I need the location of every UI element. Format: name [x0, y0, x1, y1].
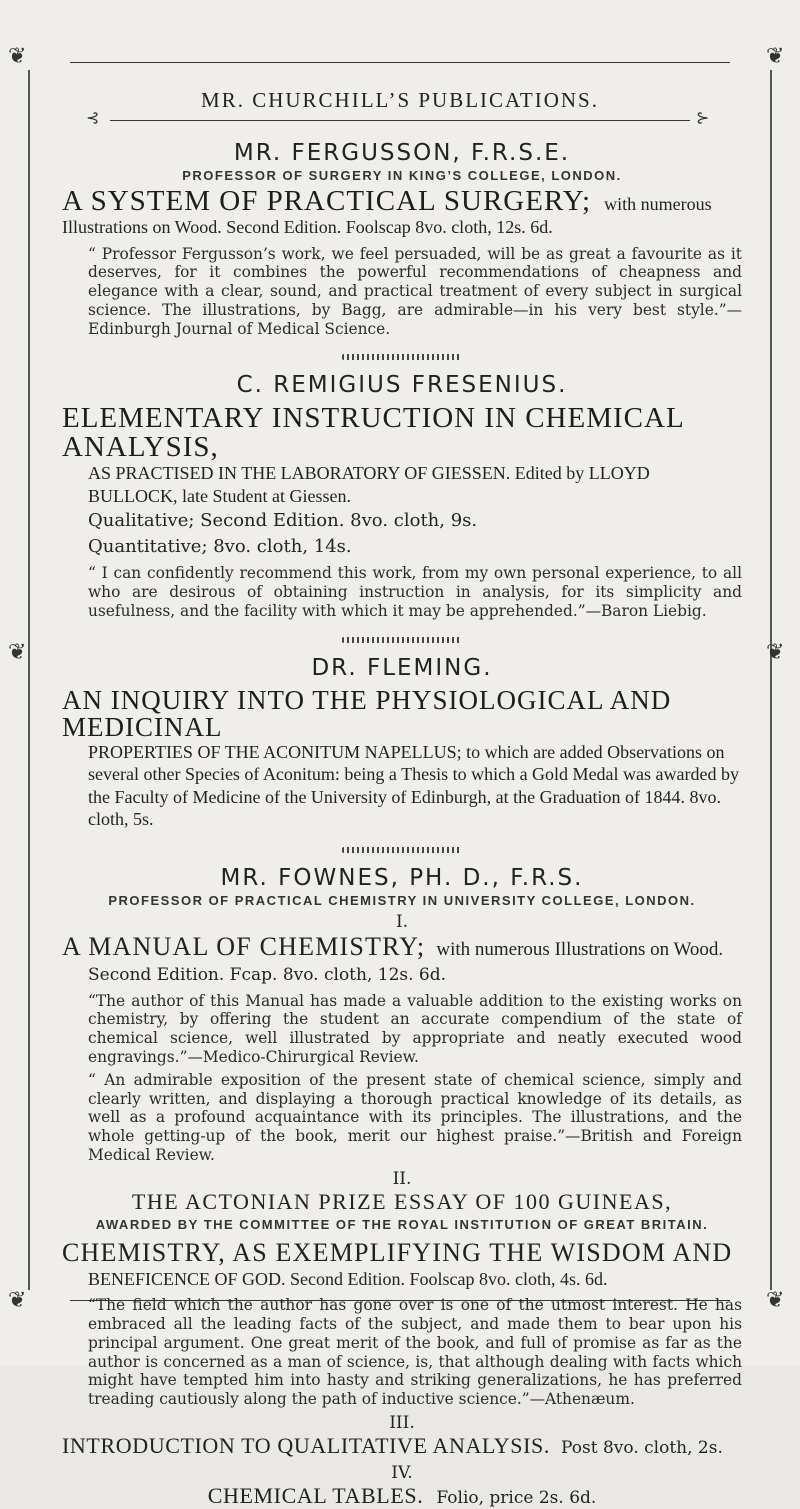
left-border — [28, 70, 30, 1290]
item-number: III. — [389, 1412, 415, 1433]
book-entry — [62, 1483, 742, 1509]
review-quote: “ I can confidently recommend this work, from my own personal experience, to all who are desirous of obtaining instruction in analysis, for its simplicity and usefulness, and the facility with which it may be apprehended.”—Baron Liebig. — [88, 564, 742, 620]
edition-qualitative: Qualitative; Second Edition. 8vo. cloth, 9s. — [88, 510, 478, 532]
side-flourish-right-icon: ❦ — [766, 640, 785, 665]
book-entry — [62, 1433, 742, 1459]
author-affiliation: PROFESSOR OF PRACTICAL CHEMISTRY IN UNIVERSITY COLLEGE, LONDON. — [108, 892, 696, 908]
book-entry — [62, 932, 742, 962]
header-underline — [110, 120, 690, 121]
right-border — [770, 70, 772, 1290]
review-quote: “ Professor Fergusson’s work, we feel persuaded, will be as great a favourite as it deserves, for it combines the powerful recommendations of cheapness and elegance with a clear, sound, and practical treatment of every subject in surgical science. The illustrations, by Bagg, are admirable—in his very best style.”—Edinburgh Journal of Medical Science. — [88, 244, 742, 338]
corner-flourish-bottom-right-icon: ❦ — [766, 1288, 785, 1313]
book-title: A MANUAL OF CHEMISTRY; — [62, 931, 426, 961]
book-details: PROPERTIES OF THE ACONITUM NAPELLUS; to which are added Observations on several other Species of Aconitum: being a Thesis to which a Gold Medal was awarded by the Faculty of Medicine of the University of Edinburgh, at the Graduation of 1844. 8vo. cloth, 5s. — [88, 741, 739, 830]
book-details: Folio, price 2s. 6d. — [436, 1487, 597, 1508]
review-quote: “The author of this Manual has made a valuable addition to the existing works on chemistry, by offering the student an accurate compendium of the state of chemical science, well illustrated by appropriate and neatly executed wood engravings.”—Medico-Chirurgical Review. — [88, 991, 742, 1066]
section-fownes — [62, 865, 742, 1509]
book-subtitle: with numerous Illustrations on Wood. — [436, 938, 724, 960]
item-number: II. — [392, 1168, 412, 1189]
author-heading: MR. FERGUSSON, F.R.S.E. — [233, 140, 571, 166]
edition-quantitative: Quantitative; 8vo. cloth, 14s. — [88, 535, 352, 557]
book-details: AS PRACTISED IN THE LABORATORY OF GIESSEN. Edited by LLOYD BULLOCK, late Student at Giessen. — [88, 463, 650, 506]
top-rule — [70, 62, 730, 63]
content — [62, 128, 742, 1509]
book-details: BENEFICENCE OF GOD. Second Edition. Foolscap 8vo. cloth, 4s. 6d. — [88, 1268, 608, 1289]
review-quote: “The field which the author has gone over is one of the utmost interest. He has embraced all the leading facts of the subject, and made them to bear upon his principal argument. One great merit of the book, and full of promise as far as the author is concerned as a man of science, is, that although dealing with facts which might have tempted him into hasty and striking generalizations, he has preferred treading cautiously along the path of inductive science.”—Athenæum. — [88, 1296, 742, 1409]
corner-flourish-top-right-icon: ❦ — [766, 44, 785, 69]
prize-title: THE ACTONIAN PRIZE ESSAY OF 100 GUINEAS, — [131, 1188, 673, 1214]
author-heading: MR. FOWNES, PH. D., F.R.S. — [220, 864, 584, 891]
item-number: I. — [395, 911, 409, 932]
corner-flourish-top-left-icon: ❦ — [8, 44, 27, 69]
book-entry — [62, 187, 742, 239]
book-title: A SYSTEM OF PRACTICAL SURGERY; — [62, 185, 592, 217]
section-divider — [342, 637, 462, 643]
author-affiliation: PROFESSOR OF SURGERY IN KING’S COLLEGE, LONDON. — [182, 168, 622, 183]
book-title: INTRODUCTION TO QUALITATIVE ANALYSIS. — [62, 1432, 550, 1458]
page-header-title: MR. CHURCHILL’S PUBLICATIONS. — [201, 88, 599, 112]
author-heading: DR. FLEMING. — [311, 654, 493, 681]
section-divider — [342, 847, 462, 853]
section-fresenius — [62, 372, 742, 620]
side-flourish-left-icon: ❦ — [8, 640, 27, 665]
book-title: ELEMENTARY INSTRUCTION IN CHEMICAL ANALYSIS, — [62, 402, 684, 464]
corner-flourish-bottom-left-icon: ❦ — [8, 1288, 27, 1313]
book-details: with numerous Illustrations on Wood. Second Edition. Foolscap 8vo. cloth, 12s. 6d. — [62, 194, 712, 237]
book-details: Second Edition. Fcap. 8vo. cloth, 12s. 6d. — [88, 964, 447, 985]
item-number: IV. — [391, 1462, 413, 1483]
prize-award: AWARDED BY THE COMMITTEE OF THE ROYAL INSTITUTION OF GREAT BRITAIN. — [95, 1216, 709, 1232]
book-title: CHEMICAL TABLES. — [207, 1482, 424, 1508]
author-heading: C. REMIGIUS FRESENIUS. — [236, 372, 568, 399]
review-quote: “ An admirable exposition of the present state of chemical science, simply and clearly written, and displaying a thorough practical knowledge of its details, as well as a profound acquaintance with its principles. The illustrations, and the whole getting-up of the book, merit our highest praise.”—British and Foreign Medical Review. — [88, 1070, 742, 1164]
header-ornament-left-icon: ⊰ — [86, 108, 100, 127]
book-title: AN INQUIRY INTO THE PHYSIOLOGICAL AND MEDICINAL — [62, 684, 672, 742]
section-fleming — [62, 655, 742, 831]
section-fergusson — [62, 140, 742, 338]
section-divider — [342, 354, 462, 360]
header-ornament-right-icon: ⊱ — [696, 108, 710, 127]
book-details: Post 8vo. cloth, 2s. — [561, 1437, 723, 1458]
book-title: CHEMISTRY, AS EXEMPLIFYING THE WISDOM AND — [62, 1237, 733, 1267]
